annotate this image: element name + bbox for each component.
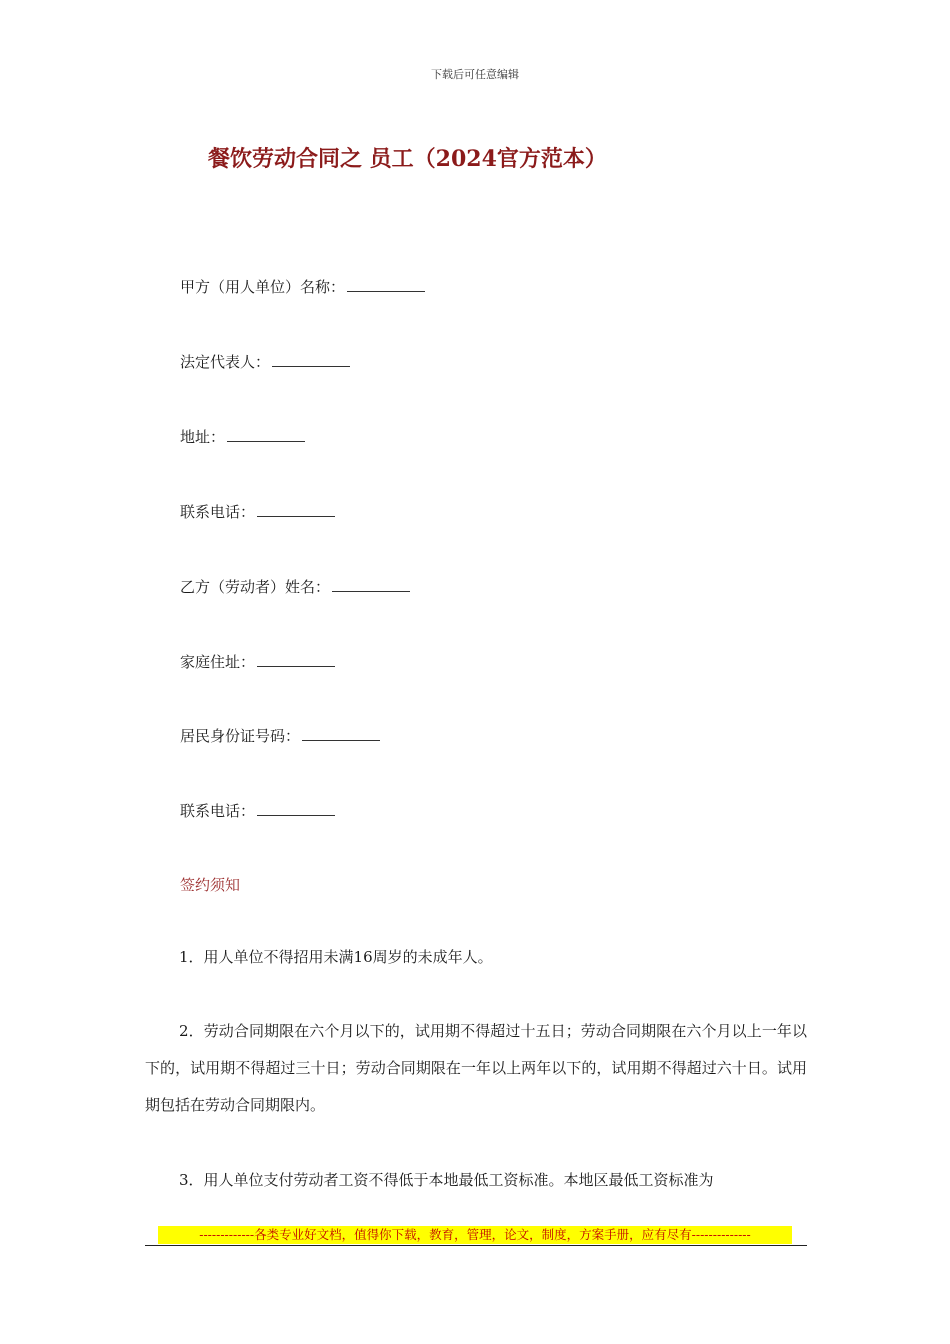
header-note: 下载后可任意编辑 — [431, 68, 519, 81]
fill-blank — [227, 427, 305, 442]
paragraph-2: 2．劳动合同期限在六个月以下的，试用期不得超过十五日；劳动合同期限在六个月以上一年以下的，试用期不得超过三十日；劳动合同期限在一年以上两年以下的，试用期不得超过六十日。试用期包括在劳动合同期限内。 — [145, 1022, 807, 1114]
field-employee-phone — [180, 800, 335, 821]
paragraph-1: 1．用人单位不得招用未满16周岁的未成年人。 — [179, 948, 493, 966]
fill-blank — [347, 277, 425, 292]
field-label: 法定代表人： — [180, 353, 271, 371]
field-id-number — [180, 725, 380, 746]
fill-blank — [272, 352, 350, 367]
document-title: 餐饮劳动合同之 员工（2024官方范本） — [208, 146, 607, 172]
paragraph-3: 3．用人单位支付劳动者工资不得低于本地最低工资标准。本地区最低工资标准为 — [179, 1171, 714, 1189]
fill-blank — [302, 726, 380, 741]
field-label: 地址： — [180, 428, 226, 446]
footer-divider — [145, 1245, 807, 1246]
fill-blank — [257, 502, 335, 517]
field-address — [180, 426, 305, 447]
field-label: 乙方（劳动者）姓名： — [180, 578, 331, 596]
field-label: 居民身份证号码： — [180, 727, 301, 745]
field-employer-phone — [180, 501, 335, 522]
fill-blank — [332, 577, 410, 592]
section-heading: 签约须知 — [180, 876, 241, 894]
field-label: 家庭住址： — [180, 653, 256, 671]
footer-banner: -------------各类专业好文档，值得你下载，教育，管理，论文，制度，方案手册，应有尽有-------------- — [158, 1226, 792, 1244]
field-employer-name — [180, 276, 425, 297]
fill-blank — [257, 801, 335, 816]
field-label: 联系电话： — [180, 503, 256, 521]
field-home-address — [180, 651, 335, 672]
field-employee-name — [180, 576, 410, 597]
field-label: 联系电话： — [180, 802, 256, 820]
fill-blank — [257, 652, 335, 667]
field-legal-representative — [180, 351, 350, 372]
field-label: 甲方（用人单位）名称： — [180, 278, 346, 296]
